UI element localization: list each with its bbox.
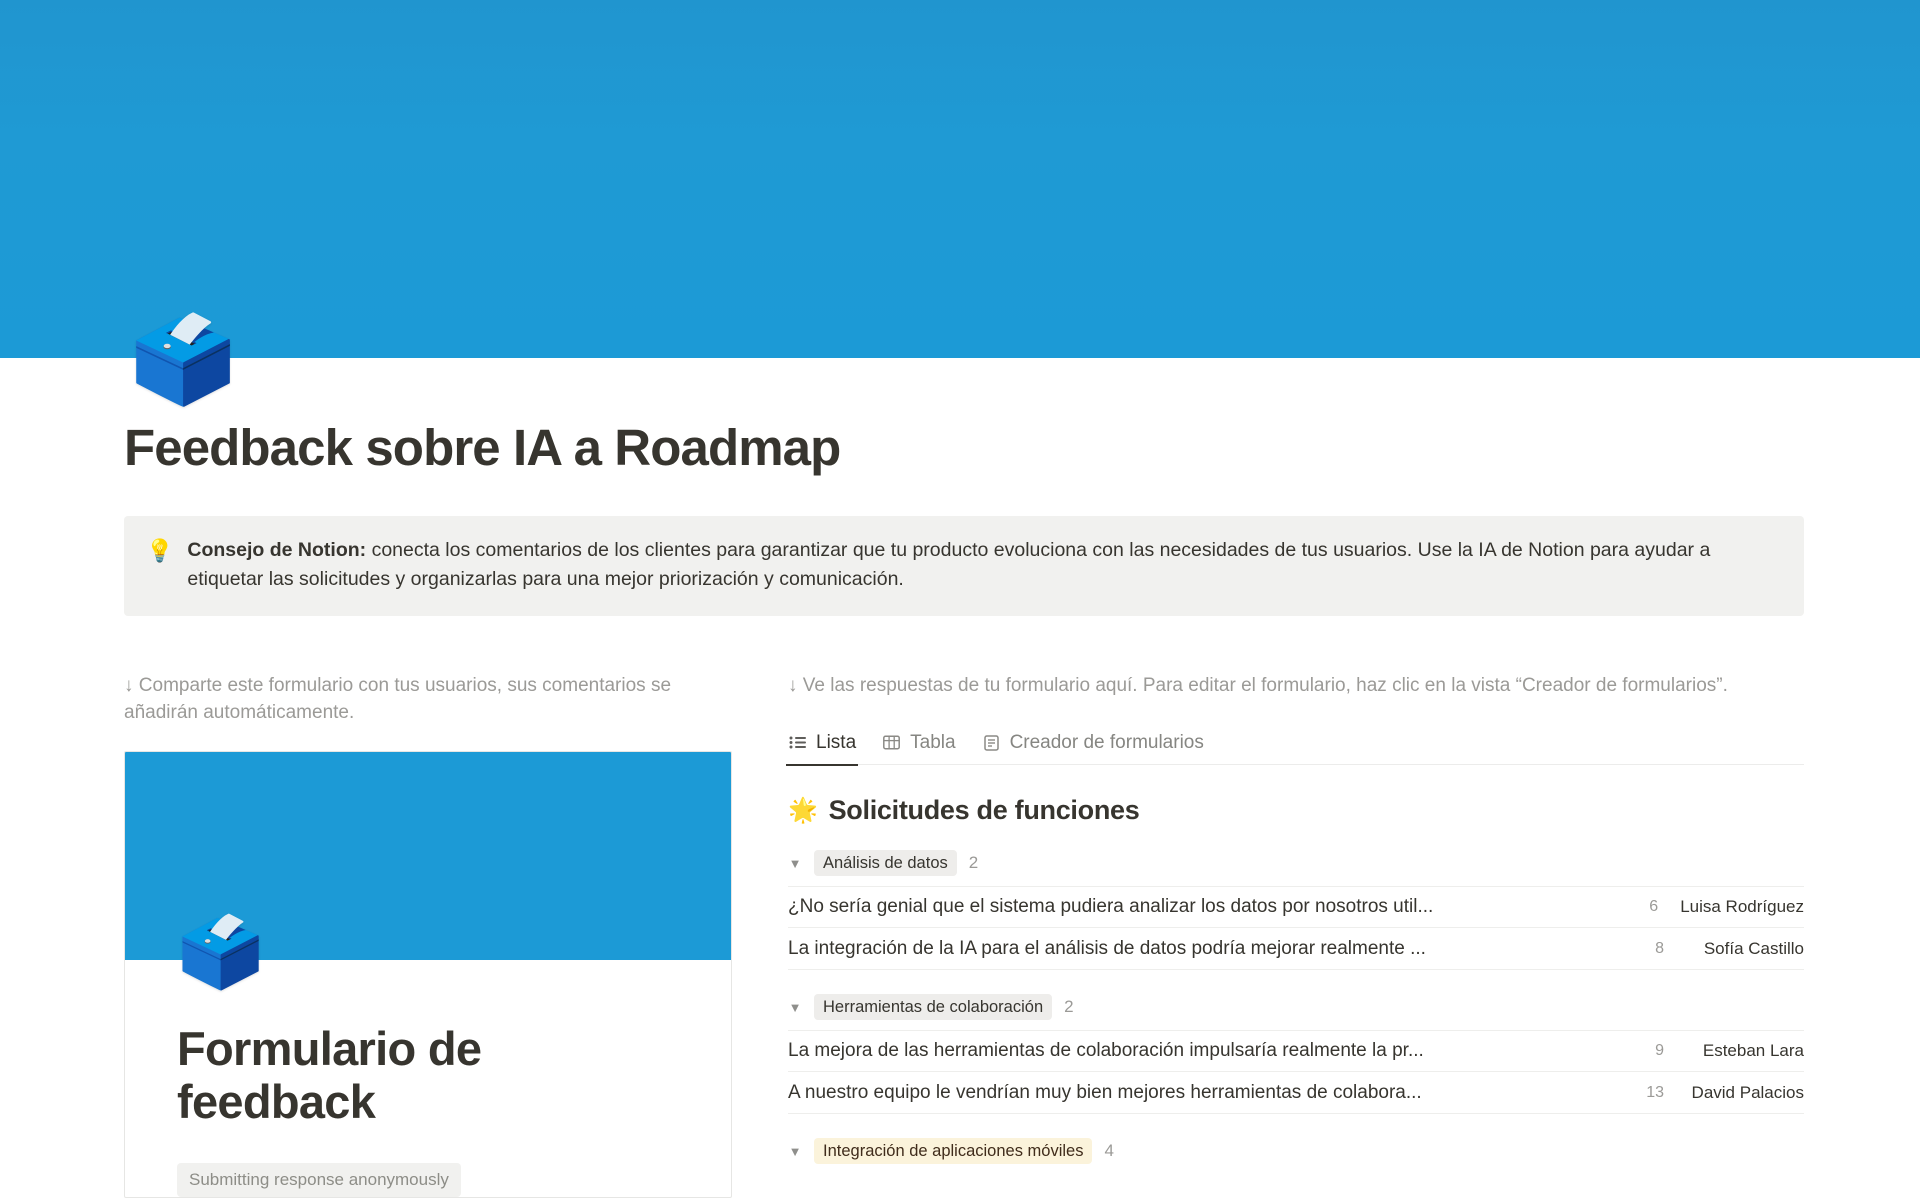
left-column <box>124 672 732 1198</box>
list-item[interactable] <box>788 886 1804 928</box>
list-item-person: Esteban Lara <box>1702 1041 1804 1061</box>
list-item-person: Luisa Rodríguez <box>1680 897 1804 917</box>
group-count: 2 <box>968 853 979 873</box>
callout-block <box>124 516 1804 616</box>
list-item-number: 9 <box>1655 1042 1664 1060</box>
group-analisis-de-datos <box>788 848 1804 970</box>
share-form-hint: ↓ Comparte este formulario con tus usuarios, sus comentarios se añadirán automáticamente. <box>124 674 672 724</box>
star-icon: 🌟 <box>788 797 818 825</box>
list-item-number: 6 <box>1649 898 1659 916</box>
list-item[interactable] <box>788 1072 1804 1114</box>
page-cover-image <box>0 0 1920 358</box>
form-cover-image <box>125 752 731 991</box>
group-integracion-de-aplicaciones-moviles <box>788 1136 1804 1166</box>
chevron-down-icon[interactable]: ▼ <box>788 855 802 871</box>
anonymous-notice: Submitting response anonymously <box>177 1163 461 1197</box>
group-rows <box>788 1030 1804 1114</box>
group-rows <box>788 886 1804 970</box>
page-body <box>0 358 1920 1198</box>
form-icon <box>982 733 1001 752</box>
callout-label: Consejo de Notion: <box>187 539 367 562</box>
tab-lista[interactable] <box>788 721 856 765</box>
list-icon <box>788 733 807 752</box>
tab-tabla[interactable] <box>882 721 955 765</box>
group-count: 4 <box>1104 1141 1114 1161</box>
group-title-text: Solicitudes de funciones <box>828 795 1140 826</box>
chevron-down-icon[interactable]: ▼ <box>788 999 802 1015</box>
list-item-person: David Palacios <box>1691 1082 1804 1102</box>
group-tag[interactable]: Análisis de datos <box>814 850 957 876</box>
list-item-meta <box>1646 1083 1804 1103</box>
group-herramientas-de-colaboracion <box>788 992 1804 1114</box>
list-item-title: La mejora de las herramientas de colaboración impulsaría realmente la pr... <box>788 1040 1424 1062</box>
group-count: 2 <box>1064 997 1074 1017</box>
list-item-meta <box>1646 1041 1804 1061</box>
group-header <box>788 1136 1804 1166</box>
column-layout <box>124 672 1804 1198</box>
page-icon-emoji[interactable]: 🗳️ <box>129 312 237 408</box>
list-item-person: Sofía Castillo <box>1703 938 1804 958</box>
group-header <box>788 992 1804 1022</box>
list-item-number: 13 <box>1646 1083 1664 1101</box>
group-header-title <box>788 795 1804 826</box>
table-icon <box>882 733 901 752</box>
chevron-down-icon[interactable]: ▼ <box>788 1143 802 1159</box>
right-column <box>788 672 1804 1198</box>
page-title[interactable]: Feedback sobre IA a Roadmap <box>124 419 841 476</box>
form-preview-card[interactable] <box>124 751 732 1198</box>
group-tag[interactable]: Integración de aplicaciones móviles <box>814 1138 1092 1164</box>
list-item-meta <box>1640 897 1804 917</box>
form-preview-body <box>125 960 731 1197</box>
list-item-title: La integración de la IA para el análisis de datos podría mejorar realmente ... <box>788 937 1426 959</box>
group-header <box>788 848 1804 878</box>
list-item-title: ¿No sería genial que el sistema pudiera analizar los datos por nosotros util... <box>788 896 1434 918</box>
form-title: Formulario de feedback <box>177 1021 482 1129</box>
list-item-number: 8 <box>1655 939 1664 957</box>
tab-tabla-label: Tabla <box>910 731 956 753</box>
list-item-title: A nuestro equipo le vendrían muy bien mejores herramientas de colabora... <box>788 1081 1422 1103</box>
list-item[interactable] <box>788 928 1804 970</box>
list-item[interactable] <box>788 1030 1804 1072</box>
form-icon-emoji: 🗳️ <box>177 912 265 991</box>
lightbulb-icon: 💡 <box>146 538 174 564</box>
group-tag[interactable]: Herramientas de colaboración <box>814 994 1052 1020</box>
list-item-meta <box>1646 939 1804 959</box>
callout-body: conecta los comentarios de los clientes para garantizar que tu producto evoluciona con las necesidades de tus usuarios. Use la IA de Notion para ayudar a etiquetar las solicitudes y organizarlas para una mejor priorización y comunicación. <box>187 539 1711 590</box>
tab-lista-label: Lista <box>816 731 857 753</box>
tab-creador-de-formularios[interactable] <box>982 721 1204 765</box>
responses-hint: ↓ Ve las respuestas de tu formulario aquí. Para editar el formulario, haz clic en la vista “Creador de formularios”. <box>788 674 1728 696</box>
tab-creador-label: Creador de formularios <box>1009 731 1204 753</box>
database-view-tabs <box>788 721 1804 765</box>
callout-text <box>187 536 1780 594</box>
